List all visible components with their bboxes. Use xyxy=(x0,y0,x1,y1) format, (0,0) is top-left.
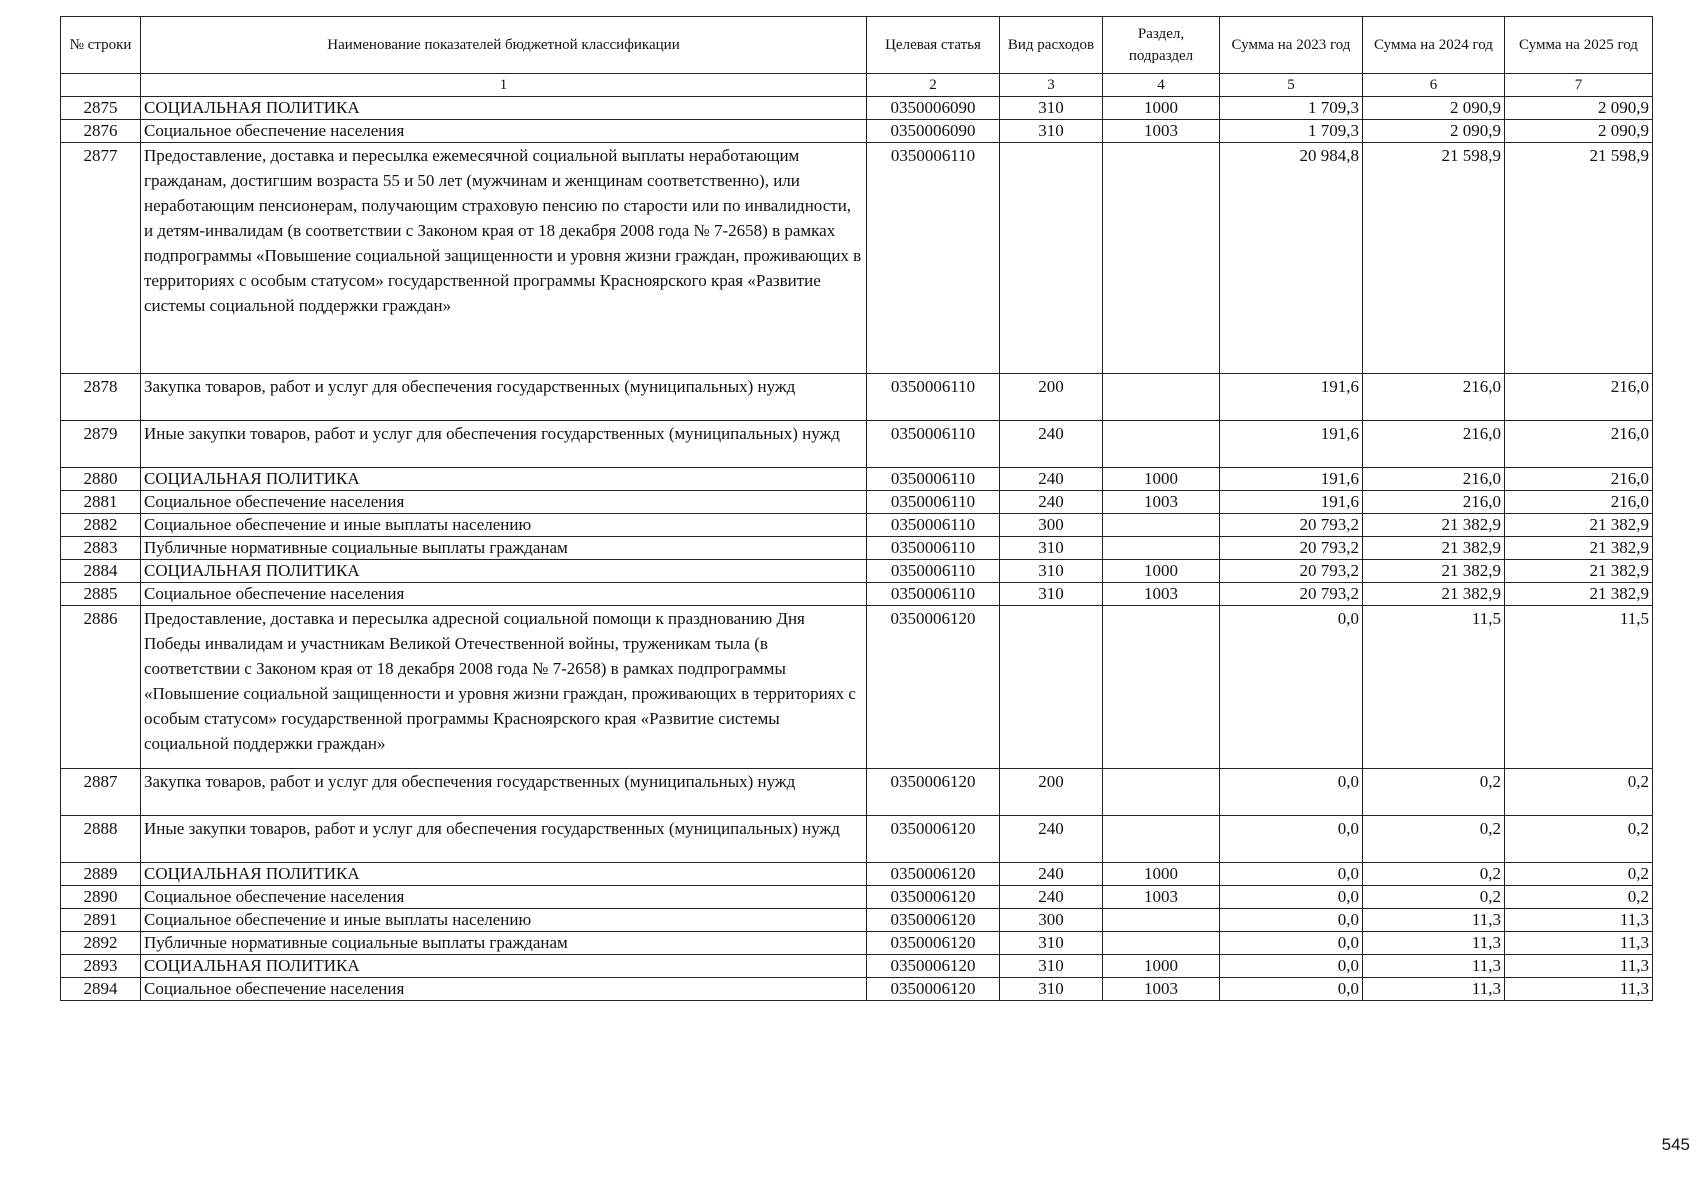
section-code: 1003 xyxy=(1103,120,1220,143)
table-row xyxy=(61,560,1653,583)
sum-2025: 21 382,9 xyxy=(1505,583,1653,606)
sum-2024: 0,2 xyxy=(1363,816,1505,863)
sum-2023: 0,0 xyxy=(1220,606,1363,769)
target-article: 0350006110 xyxy=(867,491,1000,514)
expense-type: 300 xyxy=(1000,514,1103,537)
sum-2025: 11,3 xyxy=(1505,955,1653,978)
table-row xyxy=(61,816,1653,863)
sum-2024: 21 382,9 xyxy=(1363,537,1505,560)
row-number: 2890 xyxy=(61,886,141,909)
sum-2025: 11,3 xyxy=(1505,909,1653,932)
section-code xyxy=(1103,606,1220,769)
sum-2024: 21 382,9 xyxy=(1363,583,1505,606)
target-article: 0350006090 xyxy=(867,120,1000,143)
sum-2023: 0,0 xyxy=(1220,863,1363,886)
target-article: 0350006120 xyxy=(867,886,1000,909)
sum-2023: 0,0 xyxy=(1220,932,1363,955)
target-article: 0350006120 xyxy=(867,606,1000,769)
table-row xyxy=(61,97,1653,120)
table-body xyxy=(61,97,1653,1001)
sum-2025: 11,3 xyxy=(1505,978,1653,1001)
indicator-name: Социальное обеспечение населения xyxy=(141,583,867,606)
section-code: 1000 xyxy=(1103,955,1220,978)
table-row xyxy=(61,909,1653,932)
header-row xyxy=(61,17,1653,74)
header-section: Раздел, подраздел xyxy=(1103,17,1220,74)
sum-2023: 1 709,3 xyxy=(1220,97,1363,120)
row-number: 2875 xyxy=(61,97,141,120)
expense-type: 310 xyxy=(1000,955,1103,978)
indicator-name: СОЦИАЛЬНАЯ ПОЛИТИКА xyxy=(141,955,867,978)
target-article: 0350006110 xyxy=(867,421,1000,468)
sum-2025: 216,0 xyxy=(1505,421,1653,468)
indicator-name: Иные закупки товаров, работ и услуг для обеспечения государственных (муниципальных) нужд xyxy=(141,816,867,863)
section-code: 1000 xyxy=(1103,560,1220,583)
table-row xyxy=(61,978,1653,1001)
sum-2025: 216,0 xyxy=(1505,374,1653,421)
sum-2023: 20 793,2 xyxy=(1220,583,1363,606)
target-article: 0350006120 xyxy=(867,978,1000,1001)
expense-type: 300 xyxy=(1000,909,1103,932)
row-number: 2884 xyxy=(61,560,141,583)
header-expense-type: Вид расходов xyxy=(1000,17,1103,74)
sum-2025: 21 598,9 xyxy=(1505,143,1653,374)
expense-type: 310 xyxy=(1000,583,1103,606)
table-row xyxy=(61,514,1653,537)
sum-2024: 216,0 xyxy=(1363,468,1505,491)
section-code: 1003 xyxy=(1103,491,1220,514)
indicator-name: СОЦИАЛЬНАЯ ПОЛИТИКА xyxy=(141,468,867,491)
column-number: 6 xyxy=(1363,74,1505,97)
indicator-name: Иные закупки товаров, работ и услуг для обеспечения государственных (муниципальных) нужд xyxy=(141,421,867,468)
expense-type: 310 xyxy=(1000,932,1103,955)
indicator-name: Социальное обеспечение населения xyxy=(141,120,867,143)
target-article: 0350006120 xyxy=(867,769,1000,816)
expense-type: 310 xyxy=(1000,97,1103,120)
sum-2023: 0,0 xyxy=(1220,886,1363,909)
section-code xyxy=(1103,537,1220,560)
section-code xyxy=(1103,932,1220,955)
sum-2025: 11,3 xyxy=(1505,932,1653,955)
sum-2024: 216,0 xyxy=(1363,374,1505,421)
row-number: 2888 xyxy=(61,816,141,863)
row-number: 2886 xyxy=(61,606,141,769)
target-article: 0350006110 xyxy=(867,514,1000,537)
table-row xyxy=(61,769,1653,816)
target-article: 0350006110 xyxy=(867,583,1000,606)
section-code: 1000 xyxy=(1103,863,1220,886)
row-number: 2877 xyxy=(61,143,141,374)
expense-type: 240 xyxy=(1000,421,1103,468)
column-number xyxy=(61,74,141,97)
row-number: 2893 xyxy=(61,955,141,978)
row-number: 2892 xyxy=(61,932,141,955)
sum-2025: 0,2 xyxy=(1505,863,1653,886)
target-article: 0350006120 xyxy=(867,816,1000,863)
sum-2024: 21 382,9 xyxy=(1363,514,1505,537)
sum-2025: 0,2 xyxy=(1505,769,1653,816)
sum-2025: 216,0 xyxy=(1505,491,1653,514)
table-row xyxy=(61,955,1653,978)
section-code: 1000 xyxy=(1103,468,1220,491)
section-code xyxy=(1103,514,1220,537)
sum-2024: 0,2 xyxy=(1363,863,1505,886)
indicator-name: Социальное обеспечение и иные выплаты населению xyxy=(141,909,867,932)
sum-2024: 2 090,9 xyxy=(1363,97,1505,120)
indicator-name: Закупка товаров, работ и услуг для обеспечения государственных (муниципальных) нужд xyxy=(141,374,867,421)
sum-2025: 21 382,9 xyxy=(1505,560,1653,583)
sum-2023: 0,0 xyxy=(1220,816,1363,863)
column-number: 2 xyxy=(867,74,1000,97)
indicator-name: Закупка товаров, работ и услуг для обеспечения государственных (муниципальных) нужд xyxy=(141,769,867,816)
expense-type xyxy=(1000,143,1103,374)
table-row xyxy=(61,491,1653,514)
target-article: 0350006120 xyxy=(867,955,1000,978)
row-number: 2876 xyxy=(61,120,141,143)
sum-2023: 20 984,8 xyxy=(1220,143,1363,374)
sum-2024: 216,0 xyxy=(1363,421,1505,468)
sum-2024: 11,3 xyxy=(1363,932,1505,955)
sum-2024: 21 382,9 xyxy=(1363,560,1505,583)
target-article: 0350006120 xyxy=(867,932,1000,955)
section-code xyxy=(1103,816,1220,863)
sum-2025: 0,2 xyxy=(1505,816,1653,863)
sum-2023: 0,0 xyxy=(1220,955,1363,978)
section-code xyxy=(1103,769,1220,816)
expense-type xyxy=(1000,606,1103,769)
sum-2024: 21 598,9 xyxy=(1363,143,1505,374)
row-number: 2885 xyxy=(61,583,141,606)
column-number: 3 xyxy=(1000,74,1103,97)
sum-2025: 0,2 xyxy=(1505,886,1653,909)
row-number: 2879 xyxy=(61,421,141,468)
sum-2023: 0,0 xyxy=(1220,909,1363,932)
row-number: 2887 xyxy=(61,769,141,816)
sum-2023: 191,6 xyxy=(1220,374,1363,421)
indicator-name: Предоставление, доставка и пересылка адресной социальной помощи к празднованию Дня Победы инвалидам и участникам Великой Отечественной войны, труженикам тыла (в соответствии с Законом края от 18 декабря 2008 года № 7-2658) в рамках подпрограммы «Повышение социальной защищенности и уровня жизни граждан, проживающих в территориях с особым статусом» государственной программы Красноярского края «Развитие системы социальной поддержки граждан» xyxy=(141,606,867,769)
target-article: 0350006120 xyxy=(867,863,1000,886)
sum-2025: 11,5 xyxy=(1505,606,1653,769)
expense-type: 310 xyxy=(1000,978,1103,1001)
row-number: 2881 xyxy=(61,491,141,514)
expense-type: 240 xyxy=(1000,491,1103,514)
header-sum-2023: Сумма на 2023 год xyxy=(1220,17,1363,74)
row-number: 2882 xyxy=(61,514,141,537)
budget-table xyxy=(60,16,1653,1001)
section-code xyxy=(1103,909,1220,932)
sum-2025: 2 090,9 xyxy=(1505,120,1653,143)
section-code xyxy=(1103,421,1220,468)
sum-2024: 2 090,9 xyxy=(1363,120,1505,143)
sum-2023: 0,0 xyxy=(1220,769,1363,816)
section-code: 1003 xyxy=(1103,978,1220,1001)
sum-2023: 20 793,2 xyxy=(1220,514,1363,537)
section-code: 1003 xyxy=(1103,583,1220,606)
indicator-name: Социальное обеспечение населения xyxy=(141,886,867,909)
expense-type: 310 xyxy=(1000,537,1103,560)
row-number: 2880 xyxy=(61,468,141,491)
header-row-number: № строки xyxy=(61,17,141,74)
expense-type: 310 xyxy=(1000,120,1103,143)
column-number-row xyxy=(61,74,1653,97)
indicator-name: Публичные нормативные социальные выплаты гражданам xyxy=(141,932,867,955)
expense-type: 240 xyxy=(1000,886,1103,909)
target-article: 0350006110 xyxy=(867,560,1000,583)
page-number: 545 xyxy=(1661,1135,1690,1154)
table-row xyxy=(61,421,1653,468)
table-row xyxy=(61,537,1653,560)
expense-type: 240 xyxy=(1000,863,1103,886)
header-target-article: Целевая статья xyxy=(867,17,1000,74)
row-number: 2883 xyxy=(61,537,141,560)
row-number: 2891 xyxy=(61,909,141,932)
indicator-name: Социальное обеспечение и иные выплаты населению xyxy=(141,514,867,537)
sum-2023: 191,6 xyxy=(1220,421,1363,468)
sum-2025: 216,0 xyxy=(1505,468,1653,491)
header-sum-2024: Сумма на 2024 год xyxy=(1363,17,1505,74)
target-article: 0350006120 xyxy=(867,909,1000,932)
section-code: 1003 xyxy=(1103,886,1220,909)
indicator-name: СОЦИАЛЬНАЯ ПОЛИТИКА xyxy=(141,863,867,886)
section-code xyxy=(1103,374,1220,421)
section-code: 1000 xyxy=(1103,97,1220,120)
column-number: 4 xyxy=(1103,74,1220,97)
indicator-name: СОЦИАЛЬНАЯ ПОЛИТИКА xyxy=(141,97,867,120)
column-number: 5 xyxy=(1220,74,1363,97)
sum-2025: 2 090,9 xyxy=(1505,97,1653,120)
column-number: 1 xyxy=(141,74,867,97)
table-row xyxy=(61,143,1653,374)
sum-2024: 11,5 xyxy=(1363,606,1505,769)
table-row xyxy=(61,606,1653,769)
table-row xyxy=(61,932,1653,955)
table-row xyxy=(61,583,1653,606)
sum-2024: 0,2 xyxy=(1363,769,1505,816)
sum-2024: 11,3 xyxy=(1363,955,1505,978)
sum-2025: 21 382,9 xyxy=(1505,537,1653,560)
expense-type: 240 xyxy=(1000,816,1103,863)
table-row xyxy=(61,863,1653,886)
sum-2024: 11,3 xyxy=(1363,978,1505,1001)
indicator-name: СОЦИАЛЬНАЯ ПОЛИТИКА xyxy=(141,560,867,583)
sum-2024: 216,0 xyxy=(1363,491,1505,514)
table-row xyxy=(61,120,1653,143)
indicator-name: Социальное обеспечение населения xyxy=(141,978,867,1001)
row-number: 2894 xyxy=(61,978,141,1001)
target-article: 0350006110 xyxy=(867,468,1000,491)
header-indicator-name: Наименование показателей бюджетной классификации xyxy=(141,17,867,74)
section-code xyxy=(1103,143,1220,374)
target-article: 0350006110 xyxy=(867,374,1000,421)
row-number: 2889 xyxy=(61,863,141,886)
target-article: 0350006110 xyxy=(867,143,1000,374)
sum-2023: 1 709,3 xyxy=(1220,120,1363,143)
indicator-name: Предоставление, доставка и пересылка ежемесячной социальной выплаты неработающим гражданам, достигшим возраста 55 и 50 лет (мужчинам и женщинам соответственно), или неработающим пенсионерам, получающим страховую пенсию по старости или по инвалидности, и детям-инвалидам (в соответствии с Законом края от 18 декабря 2008 года № 7-2658) в рамках подпрограммы «Повышение социальной защищенности и уровня жизни граждан, проживающих в территориях с особым статусом» государственной программы Красноярского края «Развитие системы социальной поддержки граждан» xyxy=(141,143,867,374)
sum-2023: 191,6 xyxy=(1220,491,1363,514)
sum-2024: 11,3 xyxy=(1363,909,1505,932)
sum-2023: 191,6 xyxy=(1220,468,1363,491)
table-row xyxy=(61,886,1653,909)
expense-type: 200 xyxy=(1000,769,1103,816)
expense-type: 240 xyxy=(1000,468,1103,491)
table-row xyxy=(61,374,1653,421)
indicator-name: Социальное обеспечение населения xyxy=(141,491,867,514)
sum-2023: 0,0 xyxy=(1220,978,1363,1001)
sum-2025: 21 382,9 xyxy=(1505,514,1653,537)
expense-type: 200 xyxy=(1000,374,1103,421)
target-article: 0350006090 xyxy=(867,97,1000,120)
indicator-name: Публичные нормативные социальные выплаты гражданам xyxy=(141,537,867,560)
sum-2023: 20 793,2 xyxy=(1220,560,1363,583)
sum-2024: 0,2 xyxy=(1363,886,1505,909)
expense-type: 310 xyxy=(1000,560,1103,583)
target-article: 0350006110 xyxy=(867,537,1000,560)
sum-2023: 20 793,2 xyxy=(1220,537,1363,560)
header-sum-2025: Сумма на 2025 год xyxy=(1505,17,1653,74)
table-row xyxy=(61,468,1653,491)
column-number: 7 xyxy=(1505,74,1653,97)
row-number: 2878 xyxy=(61,374,141,421)
